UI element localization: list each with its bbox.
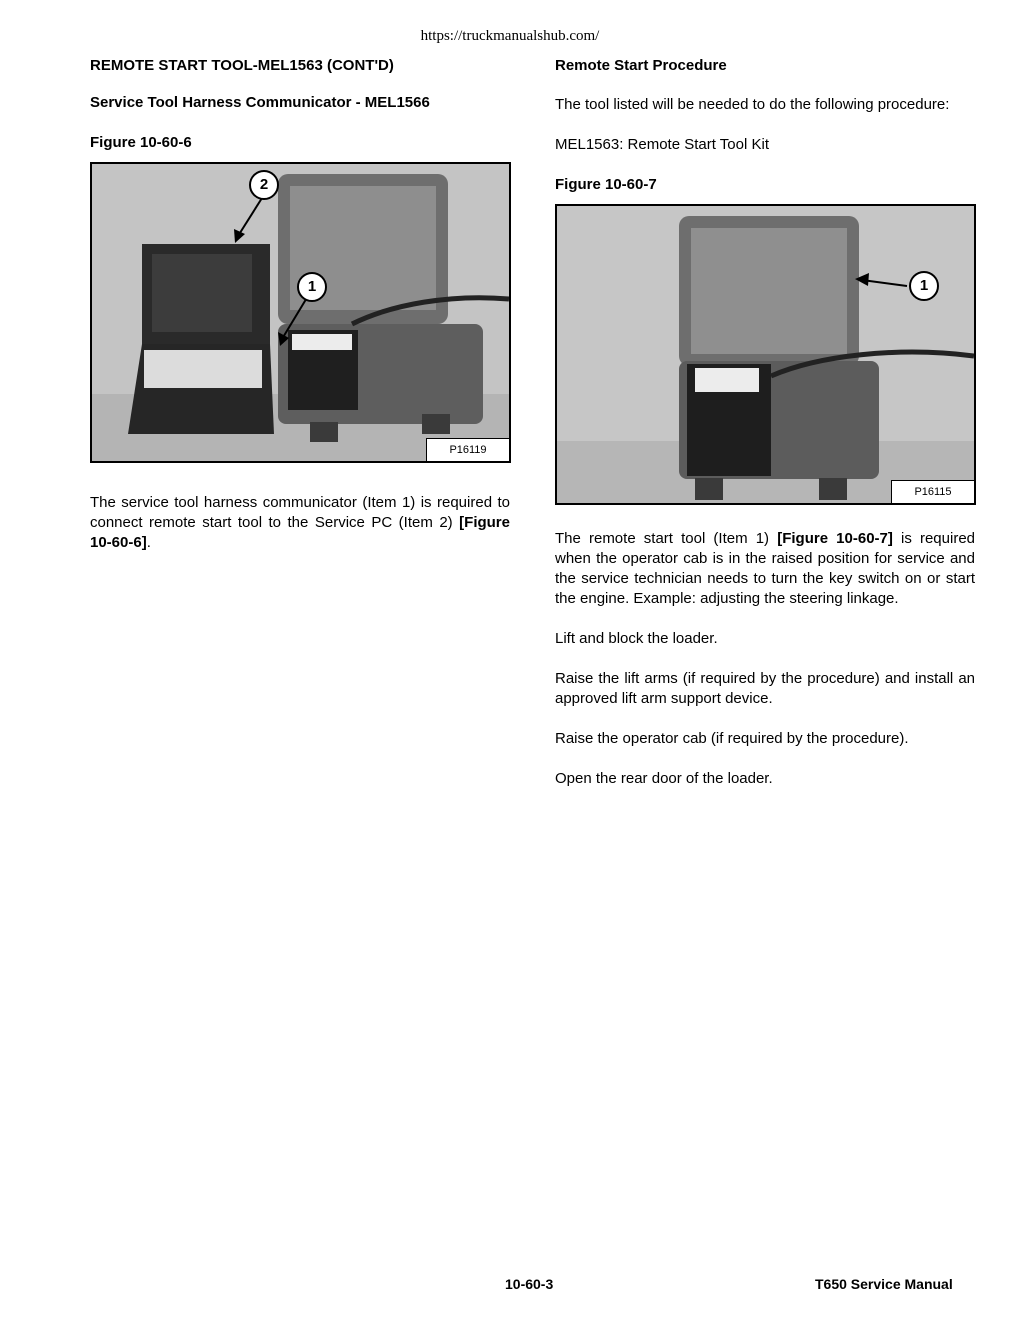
figure-ref-7: [Figure 10-60-7]: [777, 530, 893, 547]
figure-label-6: Figure 10-60-6: [90, 134, 192, 151]
harness-text: The service tool harness communicator (Item 1) is required to connect remote start tool to the Service PC (Item 2): [90, 494, 510, 531]
procedure-title: Remote Start Procedure: [555, 57, 727, 74]
remote-text-post: is required when the operator cab is in the raised position for service and the service technician needs to turn the key switch on or start the engine. Example: adjusting the steering linkage.: [555, 530, 976, 607]
callout-item-2: 2: [249, 170, 279, 200]
step-lift-block: Lift and block the loader.: [555, 630, 718, 647]
tool-kit: MEL1563: Remote Start Tool Kit: [555, 136, 769, 153]
figure-label-7: Figure 10-60-7: [555, 176, 657, 193]
remote-text-pre: The remote start tool (Item 1): [555, 530, 778, 547]
remote-start-description: [555, 529, 975, 609]
section-title: REMOTE START TOOL-MEL1563 (CONT'D): [90, 57, 394, 74]
left-column: [90, 56, 510, 553]
figure-ref-6: [Figure 10-60-6]: [90, 514, 510, 551]
photo-remote-start-tool-case: [557, 206, 974, 503]
step-raise-arms: Raise the lift arms (if required by the procedure) and install an approved lift arm support device.: [555, 670, 975, 707]
harness-text-end: .: [146, 534, 151, 551]
right-column: [555, 56, 975, 789]
manual-title: T650 Service Manual: [815, 1276, 953, 1292]
procedure-intro: The tool listed will be needed to do the following procedure:: [555, 96, 950, 113]
photo-code: P16115: [891, 480, 974, 503]
callout-item-1: 1: [297, 272, 327, 302]
callout-item-1: 1: [909, 271, 939, 301]
figure-10-60-7: [555, 204, 976, 505]
subsection-title: Service Tool Harness Communicator - MEL1566: [90, 94, 430, 111]
photo-code: P16119: [426, 438, 509, 461]
page-number: 10-60-3: [505, 1276, 554, 1292]
source-url: https://truckmanualshub.com/: [420, 28, 600, 44]
figure-10-60-6: [90, 162, 511, 463]
step-raise-cab: Raise the operator cab (if required by the procedure).: [555, 730, 909, 747]
photo-laptop-and-tool-case: [92, 164, 509, 461]
step-open-door: Open the rear door of the loader.: [555, 770, 773, 787]
harness-description: [90, 493, 510, 553]
